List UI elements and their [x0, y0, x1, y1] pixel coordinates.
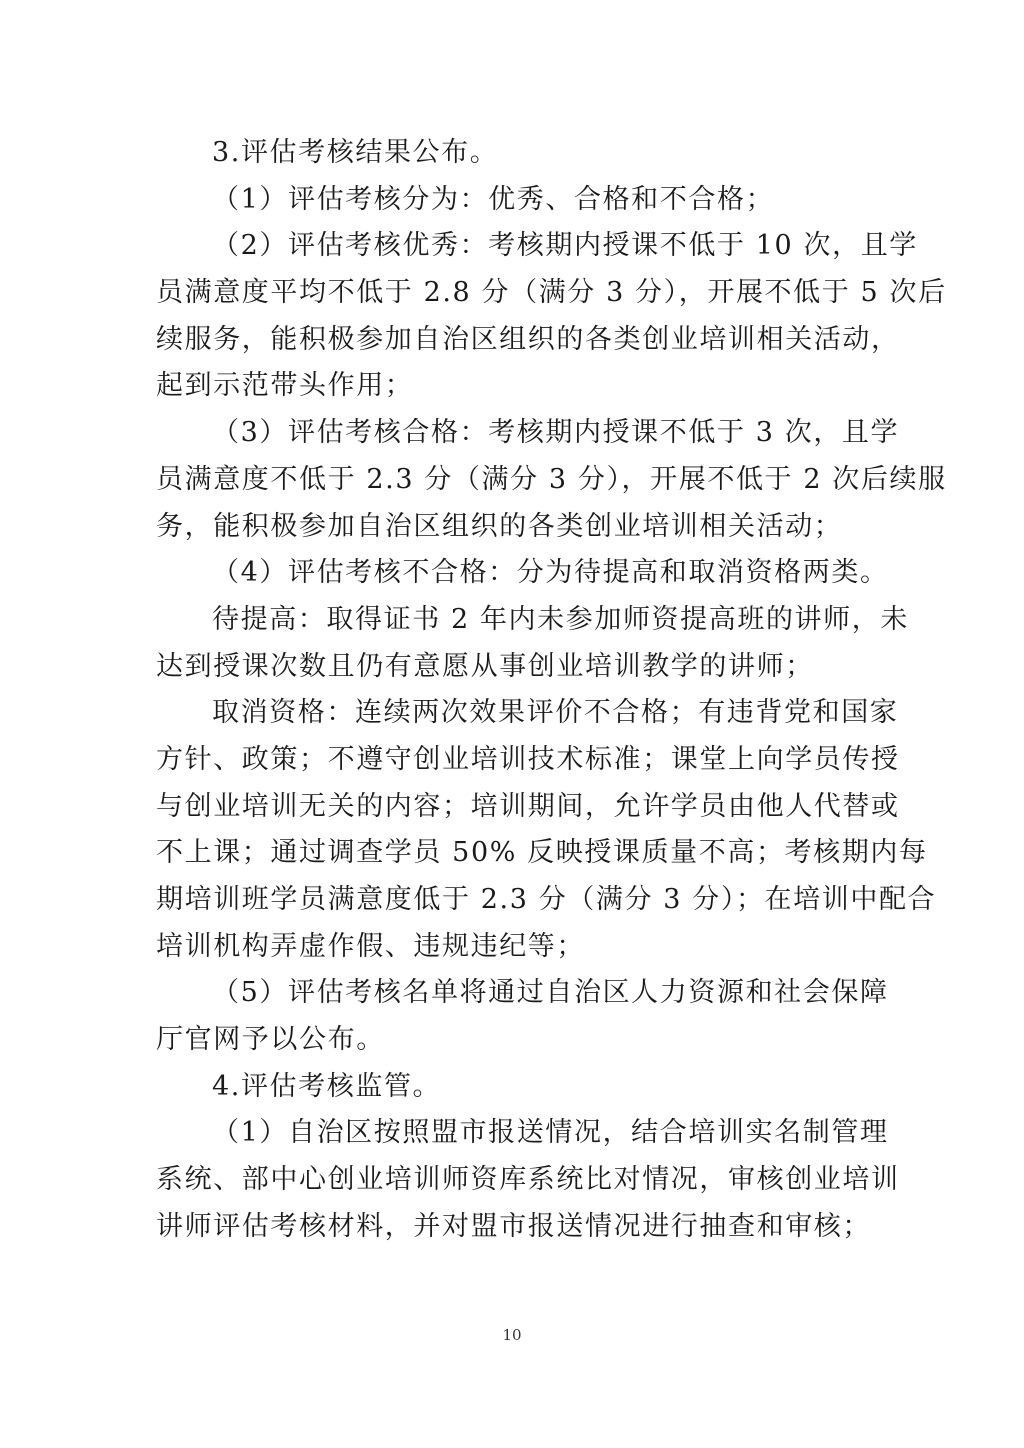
paragraph-line: 讲师评估考核材料，并对盟市报送情况进行抽查和审核；	[156, 1210, 871, 1242]
paragraph-line: 达到授课次数且仍有意愿从事创业培训教学的讲师；	[156, 650, 814, 682]
paragraph-line: （3）评估考核合格：考核期内授课不低于 3 次，且学	[212, 417, 900, 449]
paragraph-line: 不上课；通过调查学员 50% 反映授课质量不高；考核期内每	[156, 837, 928, 869]
paragraph-line: 员满意度平均不低于 2.8 分（满分 3 分），开展不低于 5 次后	[156, 277, 947, 309]
document-body	[156, 130, 947, 1251]
paragraph-line: （1）自治区按照盟市报送情况，结合培训实名制管理	[212, 1117, 889, 1149]
paragraph-line: 取消资格：连续两次效果评价不合格；有违背党和国家	[212, 697, 899, 729]
paragraph-line: 期培训班学员满意度低于 2.3 分（满分 3 分）；在培训中配合	[156, 884, 937, 915]
paragraph-line: 厅官网予以公布。	[156, 1024, 385, 1056]
paragraph-line: （4）评估考核不合格：分为待提高和取消资格两类。	[212, 557, 889, 589]
paragraph-line: 方针、政策；不遵守创业培训技术标准；课堂上向学员传授	[156, 743, 900, 775]
paragraph-line: 起到示范带头作用；	[156, 370, 414, 402]
paragraph-line: 务，能积极参加自治区组织的各类创业培训相关活动；	[156, 510, 843, 542]
paragraph-line: 待提高：取得证书 2 年内未参加师资提高班的讲师，未	[212, 603, 909, 635]
page-number: 10	[502, 1326, 522, 1344]
section-heading: 3.评估考核结果公布。	[212, 137, 499, 168]
paragraph-line: 续服务，能积极参加自治区组织的各类创业培训相关活动，	[156, 323, 900, 355]
section-heading: 4.评估考核监管。	[212, 1070, 442, 1102]
paragraph-line: 培训机构弄虚作假、违规违纪等；	[156, 930, 585, 962]
paragraph-line: 与创业培训无关的内容；培训期间，允许学员由他人代替或	[156, 790, 900, 822]
paragraph-line: 系统、部中心创业培训师资库系统比对情况，审核创业培训	[156, 1164, 900, 1196]
paragraph-line: （1）评估考核分为：优秀、合格和不合格；	[212, 183, 775, 215]
paragraph-line: （2）评估考核优秀：考核期内授课不低于 10 次，且学	[212, 230, 918, 262]
paragraph-line: （5）评估考核名单将通过自治区人力资源和社会保障	[212, 977, 889, 1009]
paragraph-line: 员满意度不低于 2.3 分（满分 3 分），开展不低于 2 次后续服	[156, 463, 947, 495]
